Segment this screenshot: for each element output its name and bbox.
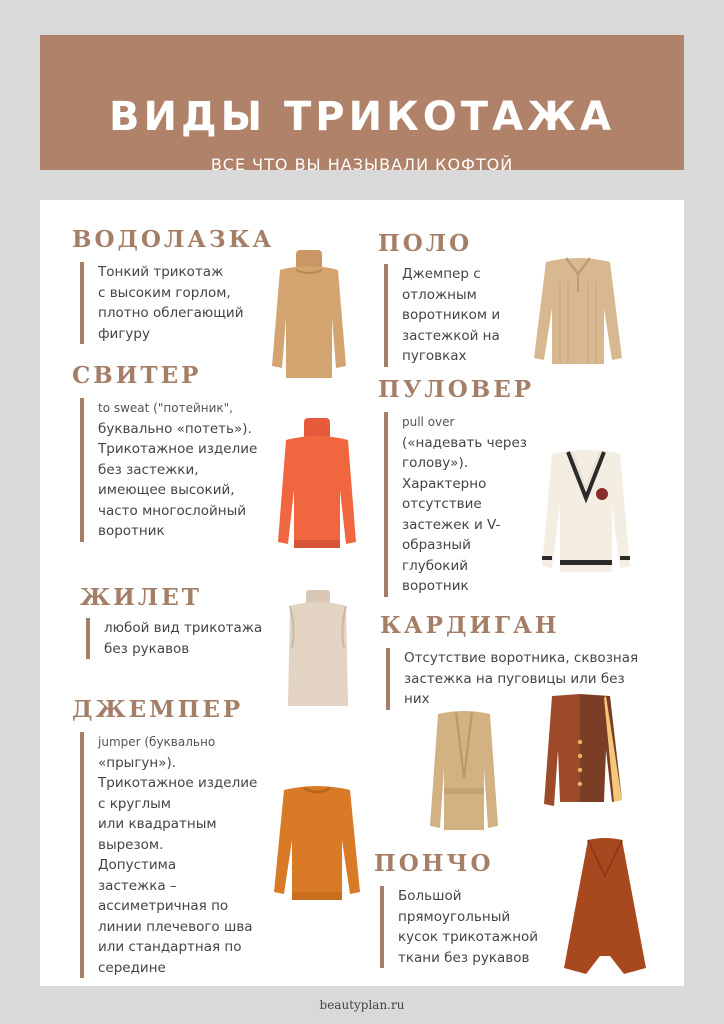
desc-turtleneck <box>80 262 268 344</box>
text-line: часто многослойный <box>98 502 247 519</box>
text-line: фигуру <box>98 325 150 342</box>
poncho-illustration <box>562 836 648 978</box>
text-line: воротником и <box>402 307 501 323</box>
text-line: застежек и V- <box>402 516 501 533</box>
heading-pullover: ПУЛОВЕР <box>378 376 535 403</box>
heading-cardigan: КАРДИГАН <box>380 612 560 639</box>
heading-turtleneck: ВОДОЛАЗКА <box>72 226 275 253</box>
text-line: застежка – <box>98 877 177 894</box>
text-line: ткани без рукавов <box>398 949 530 966</box>
text-line: застежкой на <box>402 327 500 344</box>
text-line: с круглым <box>98 795 171 812</box>
page-title: ВИДЫ ТРИКОТАЖА <box>109 94 615 140</box>
desc-polo <box>384 264 542 367</box>
text-line: буквально «потеть»). <box>98 420 252 437</box>
title-banner <box>40 35 684 174</box>
text-line: без рукавов <box>104 640 190 657</box>
text-line: плотно облегающий <box>98 305 244 321</box>
text-line: Большой <box>398 888 462 904</box>
text-line: Отсутствие воротника, сквозная <box>404 650 639 666</box>
text-line: («надевать через <box>402 434 527 451</box>
text-line: или стандартная по <box>98 939 242 955</box>
vest-illustration <box>282 588 354 710</box>
footer-site: beautyplan.ru <box>319 998 405 1012</box>
desc-vest <box>86 618 274 659</box>
text-line: воротник <box>98 523 165 539</box>
sweater-illustration <box>274 416 360 552</box>
cardigan-beige-illustration <box>426 708 502 832</box>
text-line: глубокий <box>402 557 468 574</box>
desc-jumper <box>80 732 282 978</box>
text-line: jumper (буквально <box>98 735 216 749</box>
page-subtitle: ВСЕ ЧТО ВЫ НАЗЫВАЛИ КОФТОЙ <box>210 155 514 174</box>
text-line: без застежки, <box>98 461 199 478</box>
text-line: них <box>404 691 430 707</box>
text-line: линии плечевого шва <box>98 918 253 935</box>
text-line: образный <box>402 537 471 553</box>
heading-poncho: ПОНЧО <box>374 850 494 877</box>
text-line: pull over <box>402 415 455 429</box>
turtleneck-illustration <box>266 248 352 384</box>
text-line: с высоким горлом, <box>98 284 231 301</box>
text-line: Тонкий трикотаж <box>98 264 224 280</box>
text-line: Допустима <box>98 857 177 873</box>
text-line: пуговках <box>402 348 467 364</box>
text-line: застежка на пуговицы или без <box>404 670 625 687</box>
text-line: вырезом. <box>98 836 164 853</box>
jumper-illustration <box>270 780 364 904</box>
text-line: прямоугольный <box>398 908 511 925</box>
text-line: ассиметричная по <box>98 898 229 914</box>
text-line: воротник <box>402 578 469 594</box>
text-line: to sweat ("потейник", <box>98 401 233 415</box>
heading-vest: ЖИЛЕТ <box>80 584 202 611</box>
text-line: «прыгун»). <box>98 754 177 771</box>
pullover-illustration <box>538 446 634 576</box>
text-line: Трикотажное изделие <box>98 441 258 457</box>
heading-jumper: ДЖЕМПЕР <box>72 696 244 723</box>
text-line: Трикотажное изделие <box>98 775 258 791</box>
text-line: кусок трикотажной <box>398 929 539 945</box>
heading-sweater: СВИТЕР <box>72 362 202 389</box>
text-line: середине <box>98 959 166 976</box>
desc-pullover <box>384 412 552 597</box>
heading-polo: ПОЛО <box>378 230 473 257</box>
text-line: любой вид трикотажа <box>104 620 263 636</box>
cardigan-brown-illustration <box>540 690 626 814</box>
polo-illustration <box>530 252 626 368</box>
text-line: имеющее высокий, <box>98 482 235 498</box>
desc-poncho <box>380 886 548 968</box>
text-line: голову»). <box>402 455 469 471</box>
desc-sweater <box>80 398 278 542</box>
text-line: Джемпер с <box>402 266 481 282</box>
text-line: отложным <box>402 286 477 303</box>
text-line: отсутствие <box>402 496 482 512</box>
text-line: Характерно <box>402 475 487 492</box>
text-line: или квадратным <box>98 816 217 832</box>
